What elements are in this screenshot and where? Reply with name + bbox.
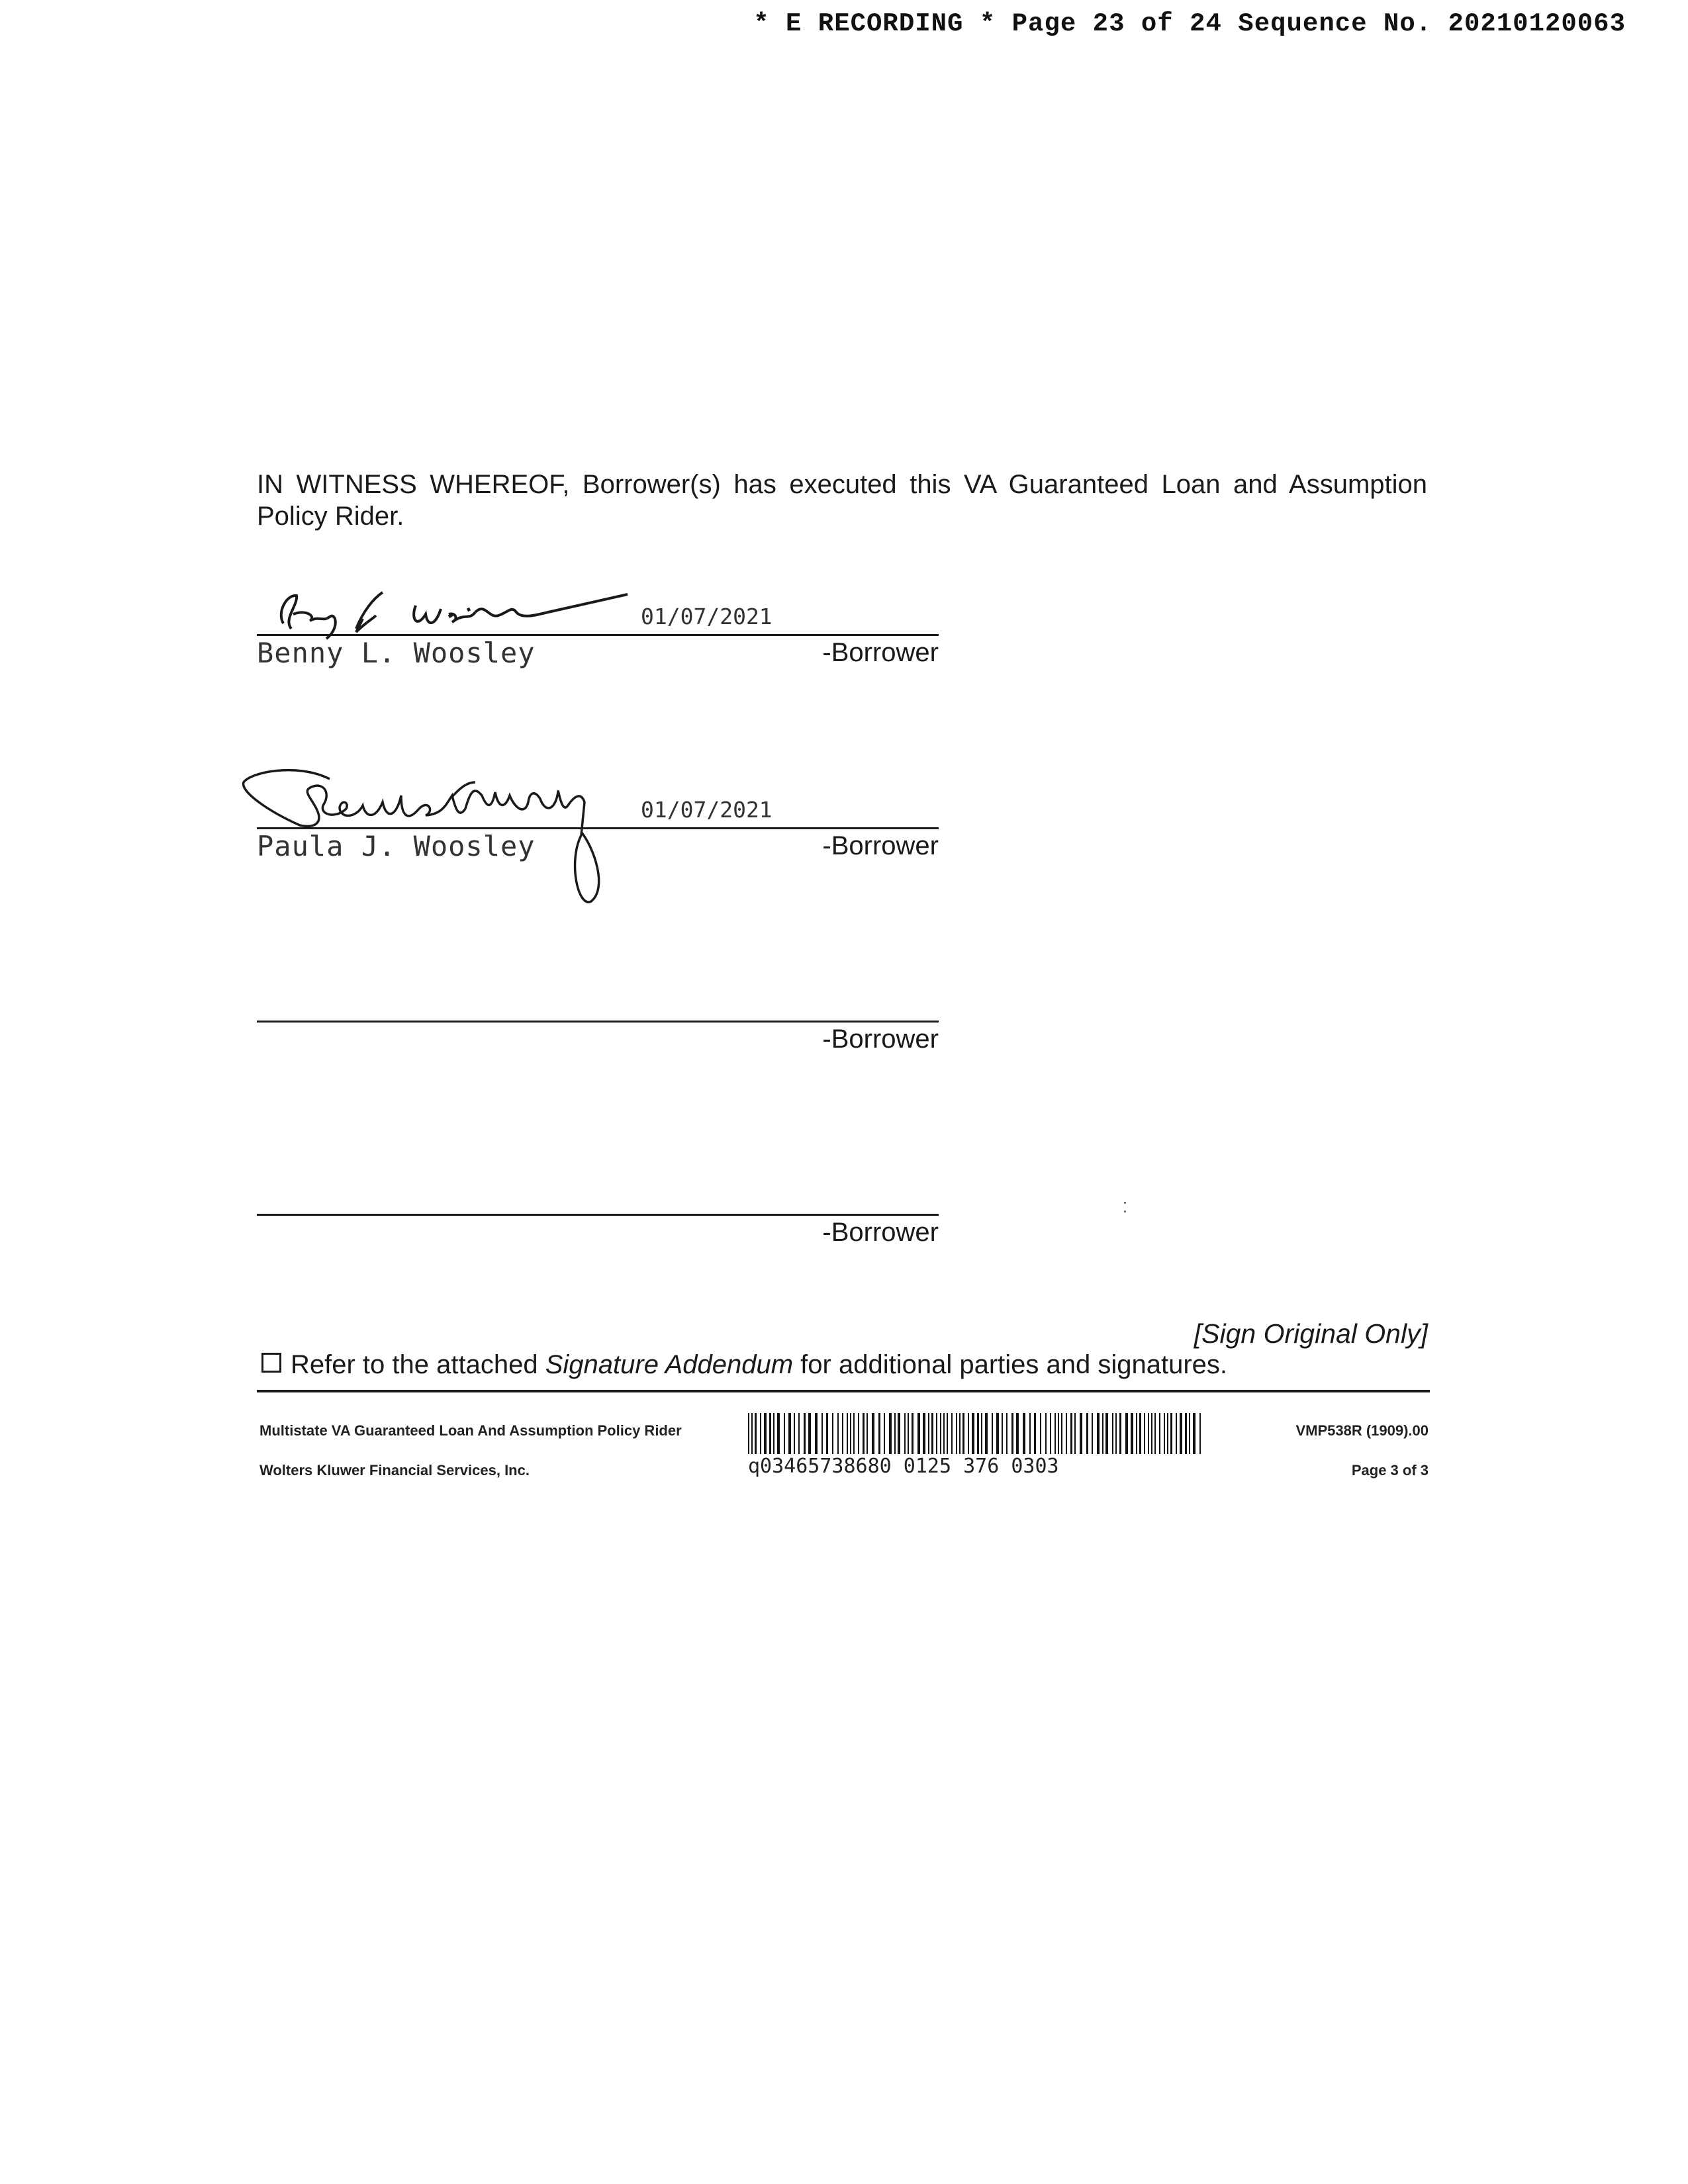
barcode-bar [1154,1413,1156,1454]
form-title: Multistate VA Guaranteed Loan And Assumption Policy Rider [259,1422,682,1439]
barcode-bar [1199,1413,1201,1454]
signature-date: 01/07/2021 [641,604,773,629]
barcode-bar [947,1413,948,1454]
barcode-bar [1119,1413,1121,1454]
borrower-label: -Borrower [822,831,939,860]
barcode-bar [867,1413,868,1454]
barcode-bar [1139,1413,1141,1454]
barcode-bar [992,1413,993,1454]
barcode-bar [850,1413,851,1454]
barcode-bar [842,1413,843,1454]
barcode-bar [1080,1413,1082,1454]
barcode-bar [894,1413,896,1454]
barcode-bar [773,1413,774,1454]
addendum-suffix: for additional parties and signatures. [800,1350,1228,1379]
barcode-bar [1061,1413,1062,1454]
signature-block-4 [257,1175,939,1247]
barcode-bar [912,1413,914,1454]
scan-speck: ⁚ [1123,1199,1127,1216]
barcode-bar [878,1413,880,1454]
footer-left [259,1411,682,1490]
barcode-bar [751,1413,753,1454]
sign-original-note: [Sign Original Only] [1194,1318,1428,1349]
barcode-bar [1086,1413,1088,1454]
barcode-bar [1148,1413,1149,1454]
addendum-checkbox[interactable] [261,1353,281,1373]
signature-line [257,1214,939,1216]
barcode-bar [777,1413,780,1454]
barcode-bar [985,1413,988,1454]
barcode-bar [1055,1413,1056,1454]
recording-header: * E RECORDING * Page 23 of 24 Sequence No. 20210120063 [753,9,1626,38]
signature-date: 01/07/2021 [641,797,773,823]
barcode-bar [1159,1413,1160,1454]
barcode-bar [832,1413,833,1454]
barcode-bar [872,1413,874,1454]
barcode-number: q03465738680 0125 376 0303 [748,1455,1059,1478]
barcode-bar [760,1413,761,1454]
barcode-bar [1136,1413,1137,1454]
footer-right [1295,1411,1429,1490]
barcode-bar [1167,1413,1168,1454]
barcode-bar [923,1413,925,1454]
barcode-bar [794,1413,795,1454]
signer-name: Benny L. Woosley [257,637,536,669]
barcode-bar [1189,1413,1190,1454]
barcode-bar [837,1413,839,1454]
barcode-bar [788,1413,791,1454]
barcode-bar [951,1413,953,1454]
signature-addendum-option [261,1350,1227,1380]
barcode-bar [798,1413,800,1454]
signature-line [257,1021,939,1023]
barcode-bar [1097,1413,1100,1454]
barcode-bar [1115,1413,1117,1454]
barcode-bar [1074,1413,1076,1454]
signature-block-3 [257,982,939,1054]
barcode-bar [959,1413,961,1454]
addendum-title: Signature Addendum [545,1350,794,1379]
barcode-bar [1105,1413,1108,1454]
barcode-bar [1040,1413,1041,1454]
barcode-bar [1011,1413,1013,1454]
barcode-bar [769,1413,771,1454]
barcode-bar [815,1413,818,1454]
barcode-bar [917,1413,920,1454]
barcode-bar [863,1413,865,1454]
barcode-bar [928,1413,929,1454]
barcode-bar [853,1413,855,1454]
barcode-bar [1050,1413,1051,1454]
barcode-bar [1002,1413,1003,1454]
barcode-bar [898,1413,900,1454]
barcode-bar [962,1413,964,1454]
barcode-bar [858,1413,859,1454]
barcode-bar [1029,1413,1031,1454]
footer-divider [257,1390,1430,1392]
barcode-bar [1131,1413,1133,1454]
barcode-bar [996,1413,999,1454]
signature-block-1 [257,596,939,669]
barcode-bar [1164,1413,1165,1454]
barcode-bar [1176,1413,1177,1454]
barcode-bar [908,1413,909,1454]
barcode-bar [977,1413,979,1454]
barcode-bar [821,1413,823,1454]
barcode-bar [1070,1413,1072,1454]
witness-clause: IN WITNESS WHEREOF, Borrower(s) has executed this VA Guaranteed Loan and Assumption Policy Rider. [257,470,1427,531]
barcode-bar [1045,1413,1047,1454]
barcode-bar [808,1413,811,1454]
barcode-bar [1180,1413,1182,1454]
barcode-bar [1058,1413,1059,1454]
barcode-bar [804,1413,806,1454]
signature-block-2 [257,789,939,862]
borrower-label: -Borrower [822,638,939,667]
signature-line [257,634,939,636]
barcode-bar [1102,1413,1103,1454]
borrower-label: -Borrower [822,1218,939,1247]
barcode-bar [940,1413,941,1454]
barcode-bar [1151,1413,1152,1454]
barcode-bar [943,1413,945,1454]
barcode-bar [931,1413,933,1454]
barcode-bar [1125,1413,1128,1454]
barcode-bar [755,1413,757,1454]
barcode-bar [826,1413,828,1454]
barcode-bar [1023,1413,1025,1454]
barcode-bar [1092,1413,1093,1454]
borrower-label: -Borrower [822,1024,939,1054]
barcode-bar [981,1413,982,1454]
barcode-bar [1170,1413,1172,1454]
barcode-bar [1144,1413,1145,1454]
barcode-bar [884,1413,885,1454]
barcode-bar [904,1413,906,1454]
barcode-bar [1034,1413,1036,1454]
barcode-bar [1016,1413,1019,1454]
publisher: Wolters Kluwer Financial Services, Inc. [259,1462,530,1479]
barcode-bar [1185,1413,1187,1454]
barcode-bar [968,1413,969,1454]
barcode-bar [764,1413,767,1454]
barcode-bar [972,1413,974,1454]
barcode-bar [784,1413,785,1454]
barcode-bar [1006,1413,1008,1454]
barcode-bar [1112,1413,1113,1454]
barcode-bar [847,1413,848,1454]
barcode-bar [936,1413,937,1454]
barcode-bar [1066,1413,1067,1454]
barcode-bar [748,1413,749,1454]
signer-name: Paula J. Woosley [257,830,536,862]
page-number: Page 3 of 3 [1351,1462,1429,1479]
form-code: VMP538R (1909).00 [1295,1422,1429,1439]
addendum-prefix: Refer to the attached [291,1350,538,1379]
barcode-bar [889,1413,892,1454]
barcode-bar [956,1413,957,1454]
barcode-bar [1193,1413,1196,1454]
signature-line [257,827,939,829]
